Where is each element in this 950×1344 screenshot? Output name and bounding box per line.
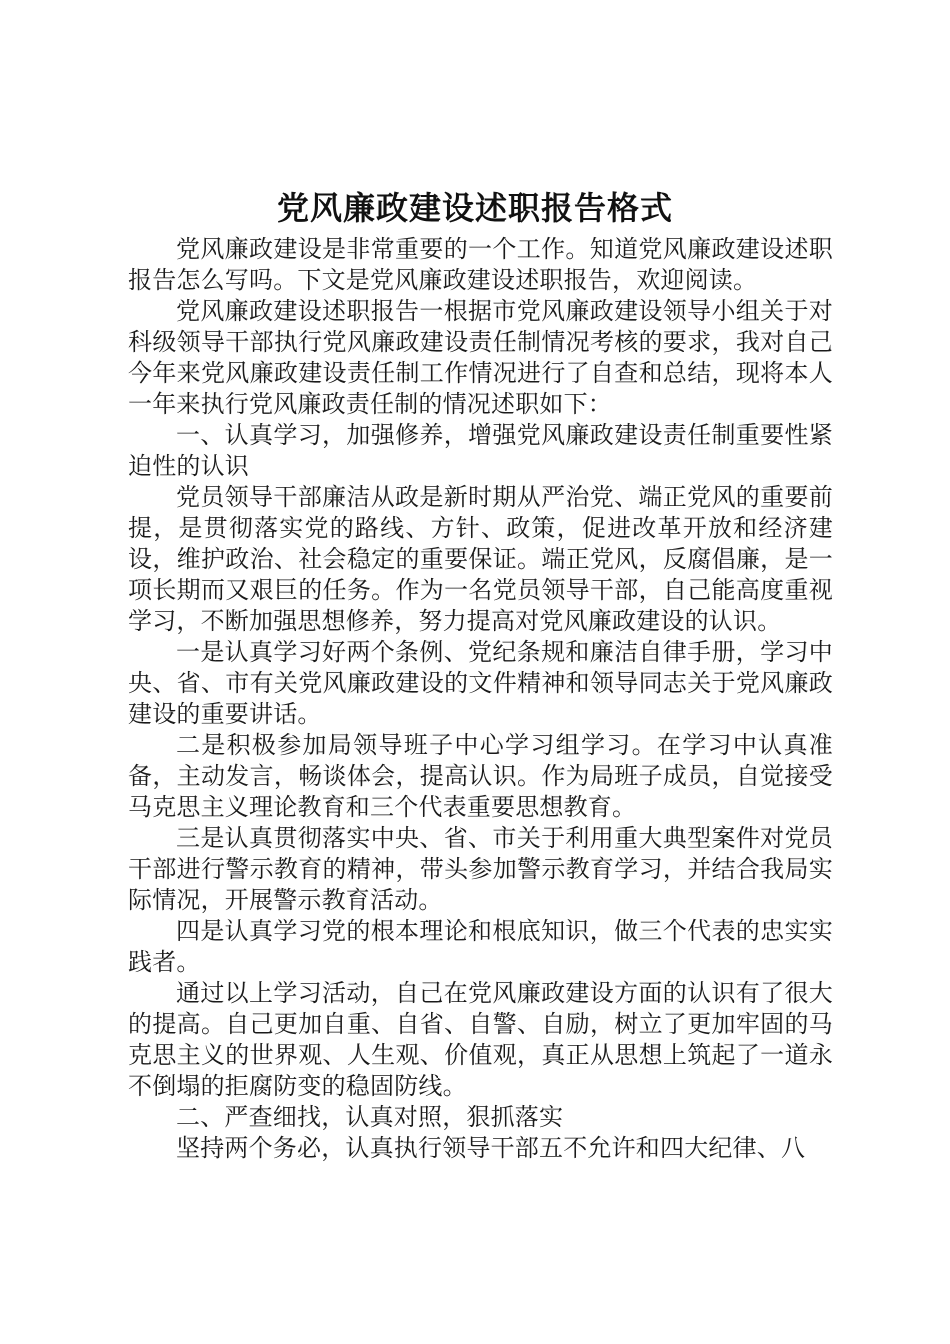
paragraph: 坚持两个务必，认真执行领导干部五不允许和四大纪律、八	[176, 1134, 806, 1162]
section-heading: 二、严查细找，认真对照，狠抓落实	[176, 1103, 564, 1131]
paragraph: 二是积极参加局领导班子中心学习组学习。在学习中认真准备，主动发言，畅谈体会，提高认识。作为局班子成员，自觉接受马克思主义理论教育和三个代表重要思想教育。	[128, 731, 833, 821]
paragraph: 党员领导干部廉洁从政是新时期从严治党、端正党风的重要前提，是贯彻落实党的路线、方针、政策，促进改革开放和经济建设，维护政治、社会稳定的重要保证。端正党风，反腐倡廉，是一项长期而又艰巨的任务。作为一名党员领导干部，自己能高度重视学习，不断加强思想修养，努力提高对党风廉政建设的认识。	[128, 483, 833, 635]
paragraph: 党风廉政建设是非常重要的一个工作。知道党风廉政建设述职报告怎么写吗。下文是党风廉政建设述职报告，欢迎阅读。	[128, 235, 833, 294]
document-body	[128, 234, 833, 1164]
document-title: 党风廉政建设述职报告格式	[276, 189, 673, 227]
section-heading: 一、认真学习，加强修养，增强党风廉政建设责任制重要性紧迫性的认识	[128, 421, 833, 480]
paragraph: 四是认真学习党的根本理论和根底知识，做三个代表的忠实实践者。	[128, 917, 833, 976]
paragraph: 三是认真贯彻落实中央、省、市关于利用重大典型案件对党员干部进行警示教育的精神，带头参加警示教育学习，并结合我局实际情况，开展警示教育活动。	[128, 824, 833, 914]
paragraph: 一是认真学习好两个条例、党纪条规和廉洁自律手册，学习中央、省、市有关党风廉政建设的文件精神和领导同志关于党风廉政建设的重要讲话。	[128, 638, 833, 728]
paragraph: 党风廉政建设述职报告一根据市党风廉政建设领导小组关于对科级领导干部执行党风廉政建设责任制情况考核的要求，我对自己今年来党风廉政建设责任制工作情况进行了自查和总结，现将本人一年来执行党风廉政责任制的情况述职如下：	[128, 297, 833, 418]
paragraph: 通过以上学习活动，自己在党风廉政建设方面的认识有了很大的提高。自己更加自重、自省、自警、自励，树立了更加牢固的马克思主义的世界观、人生观、价值观，真正从思想上筑起了一道永不倒塌的拒腐防变的稳固防线。	[128, 979, 833, 1100]
